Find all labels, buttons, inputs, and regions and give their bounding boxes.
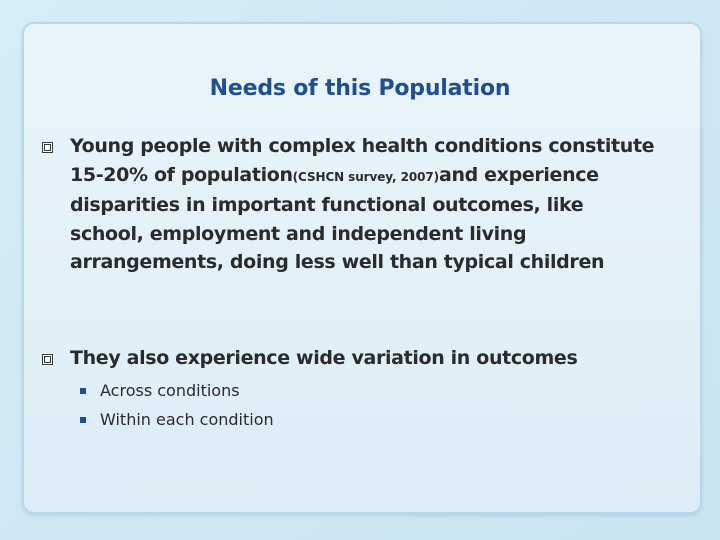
sub-bullet-item: [80, 376, 274, 405]
filled-square-icon: [80, 417, 86, 423]
slide-title: Needs of this Population: [209, 76, 511, 101]
bullet-text-part: and experience disparities in important functional outcomes, like school, employment and independent living arrangements, doing less well than typical children: [70, 163, 605, 273]
sub-bullet-list: [80, 376, 274, 434]
sub-bullet-item: [80, 405, 274, 434]
checkbox-square-icon: [42, 354, 53, 365]
bullet-text: [70, 132, 662, 277]
bullet-item: [42, 132, 662, 277]
checkbox-square-icon: [42, 142, 53, 153]
citation: (CSHCN survey, 2007): [292, 169, 439, 184]
sub-bullet-text: Within each condition: [100, 410, 274, 429]
bullet-item: [42, 344, 662, 373]
bullet-text: They also experience wide variation in outcomes: [70, 347, 578, 369]
sub-bullet-text: Across conditions: [100, 381, 240, 400]
filled-square-icon: [80, 388, 86, 394]
bullet-text-part: Young people with complex health conditions constitute 15-20% of population: [70, 135, 655, 186]
